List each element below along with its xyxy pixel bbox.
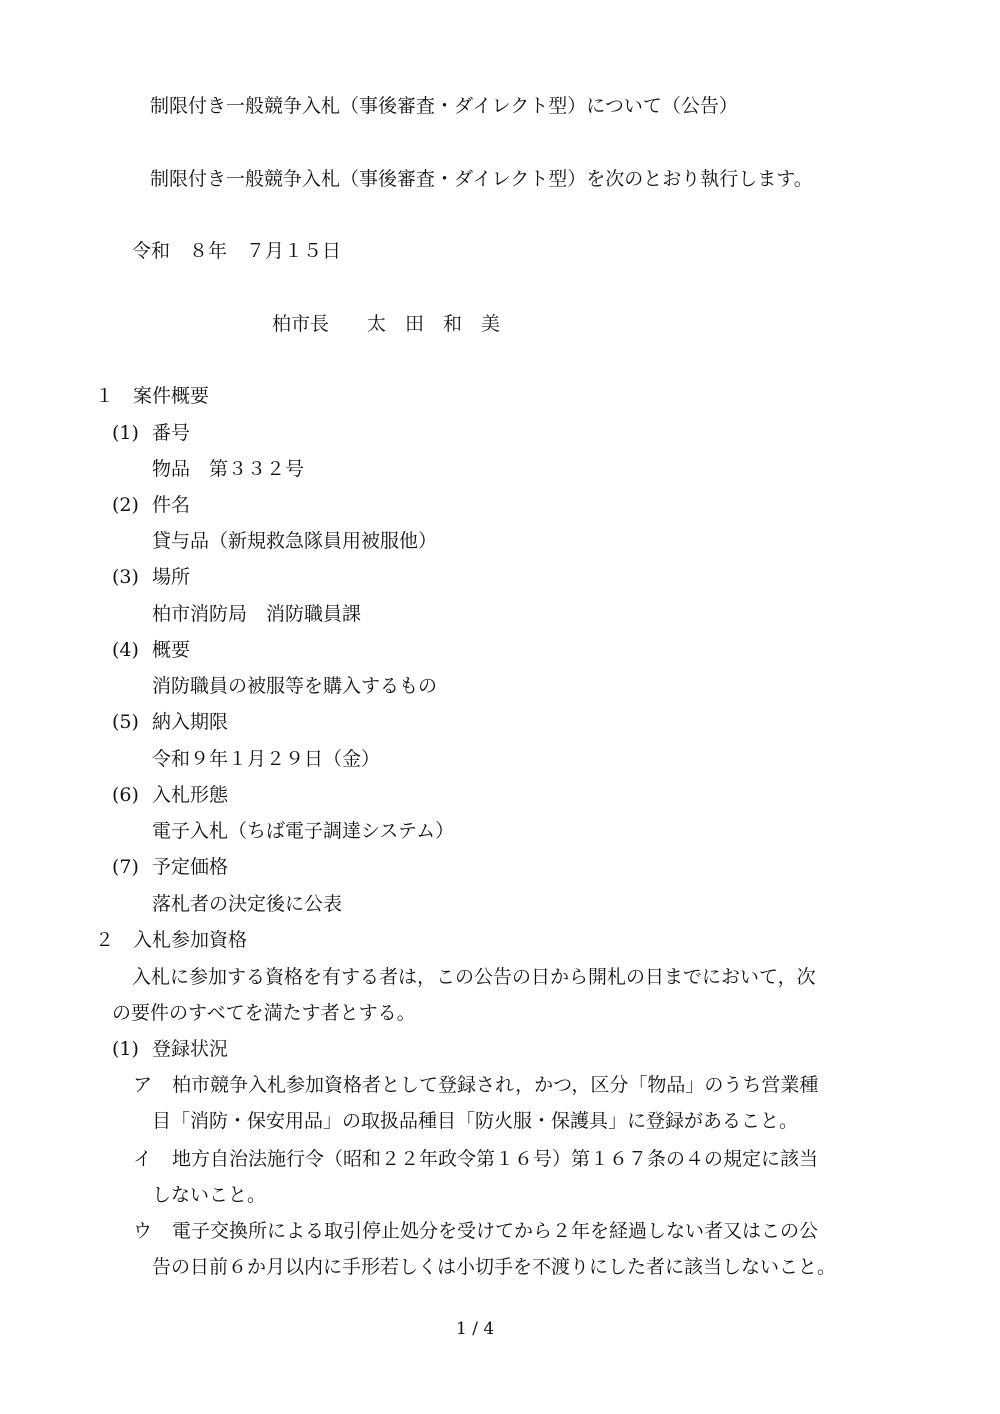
requirement-line2: 目「消防・保安用品」の取扱品種目「防火服・保護具」に登録があること。 bbox=[152, 1110, 799, 1132]
requirement-line2: 告の日前６か月以内に手形若しくは小切手を不渡りにした者に該当しないこと。 bbox=[152, 1256, 837, 1278]
item-label: (6) bbox=[112, 784, 139, 806]
requirement-mark: イ bbox=[133, 1148, 153, 1170]
item-label: (1) bbox=[112, 422, 139, 444]
title: 制限付き一般競争入札（事後審査・ダイレクト型）について（公告） bbox=[150, 95, 738, 117]
page-number: 1 / 4 bbox=[456, 1319, 495, 1339]
date: 令和 ８年 ７月１５日 bbox=[132, 240, 342, 262]
item-value: 物品 第３３２号 bbox=[152, 458, 305, 480]
item-value: 電子入札（ちば電子調達システム） bbox=[152, 820, 455, 842]
item-title: 番号 bbox=[152, 422, 191, 444]
item-title: 入札形態 bbox=[152, 784, 229, 806]
item-label: (7) bbox=[112, 856, 139, 878]
item-value: 消防職員の被服等を購入するもの bbox=[152, 675, 438, 697]
item-title: 納入期限 bbox=[152, 711, 229, 733]
requirement-line1: 電子交換所による取引停止処分を受けてから２年を経過しない者又はこの公 bbox=[172, 1220, 819, 1242]
item-label: (4) bbox=[112, 639, 139, 661]
item-value: 落札者の決定後に公表 bbox=[152, 893, 343, 915]
sub1-title: 登録状況 bbox=[152, 1038, 229, 1060]
issuer: 柏市長 太 田 和 美 bbox=[272, 313, 501, 335]
section2-heading: ２ 入札参加資格 bbox=[95, 929, 248, 951]
requirement-line1: 柏市競争入札参加資格者として登録され，かつ，区分「物品」のうち営業種 bbox=[172, 1074, 819, 1096]
requirement-line2: しないこと。 bbox=[152, 1184, 267, 1206]
section2-intro-line2: の要件のすべてを満たす者とする。 bbox=[112, 1002, 416, 1024]
item-title: 概要 bbox=[152, 639, 191, 661]
requirement-line1: 地方自治法施行令（昭和２２年政令第１６号）第１６７条の４の規定に該当 bbox=[172, 1148, 819, 1170]
requirement-mark: ウ bbox=[133, 1220, 153, 1242]
item-label: (5) bbox=[112, 711, 139, 733]
section1-heading: １ 案件概要 bbox=[95, 385, 210, 407]
requirement-mark: ア bbox=[133, 1074, 153, 1096]
item-value: 令和９年１月２９日（金） bbox=[152, 748, 381, 770]
section2-intro-line1: 入札に参加する資格を有する者は，この公告の日から開札の日までにおいて，次 bbox=[132, 966, 816, 988]
intro-text: 制限付き一般競争入札（事後審査・ダイレクト型）を次のとおり執行します。 bbox=[150, 168, 813, 190]
item-title: 予定価格 bbox=[152, 856, 229, 878]
item-value: 柏市消防局 消防職員課 bbox=[152, 603, 362, 625]
item-title: 場所 bbox=[152, 566, 191, 588]
item-title: 件名 bbox=[152, 494, 191, 516]
sub1-label: (1) bbox=[112, 1038, 139, 1060]
item-label: (3) bbox=[112, 566, 139, 588]
item-value: 貸与品（新規救急隊員用被服他） bbox=[152, 530, 438, 552]
item-label: (2) bbox=[112, 494, 139, 516]
